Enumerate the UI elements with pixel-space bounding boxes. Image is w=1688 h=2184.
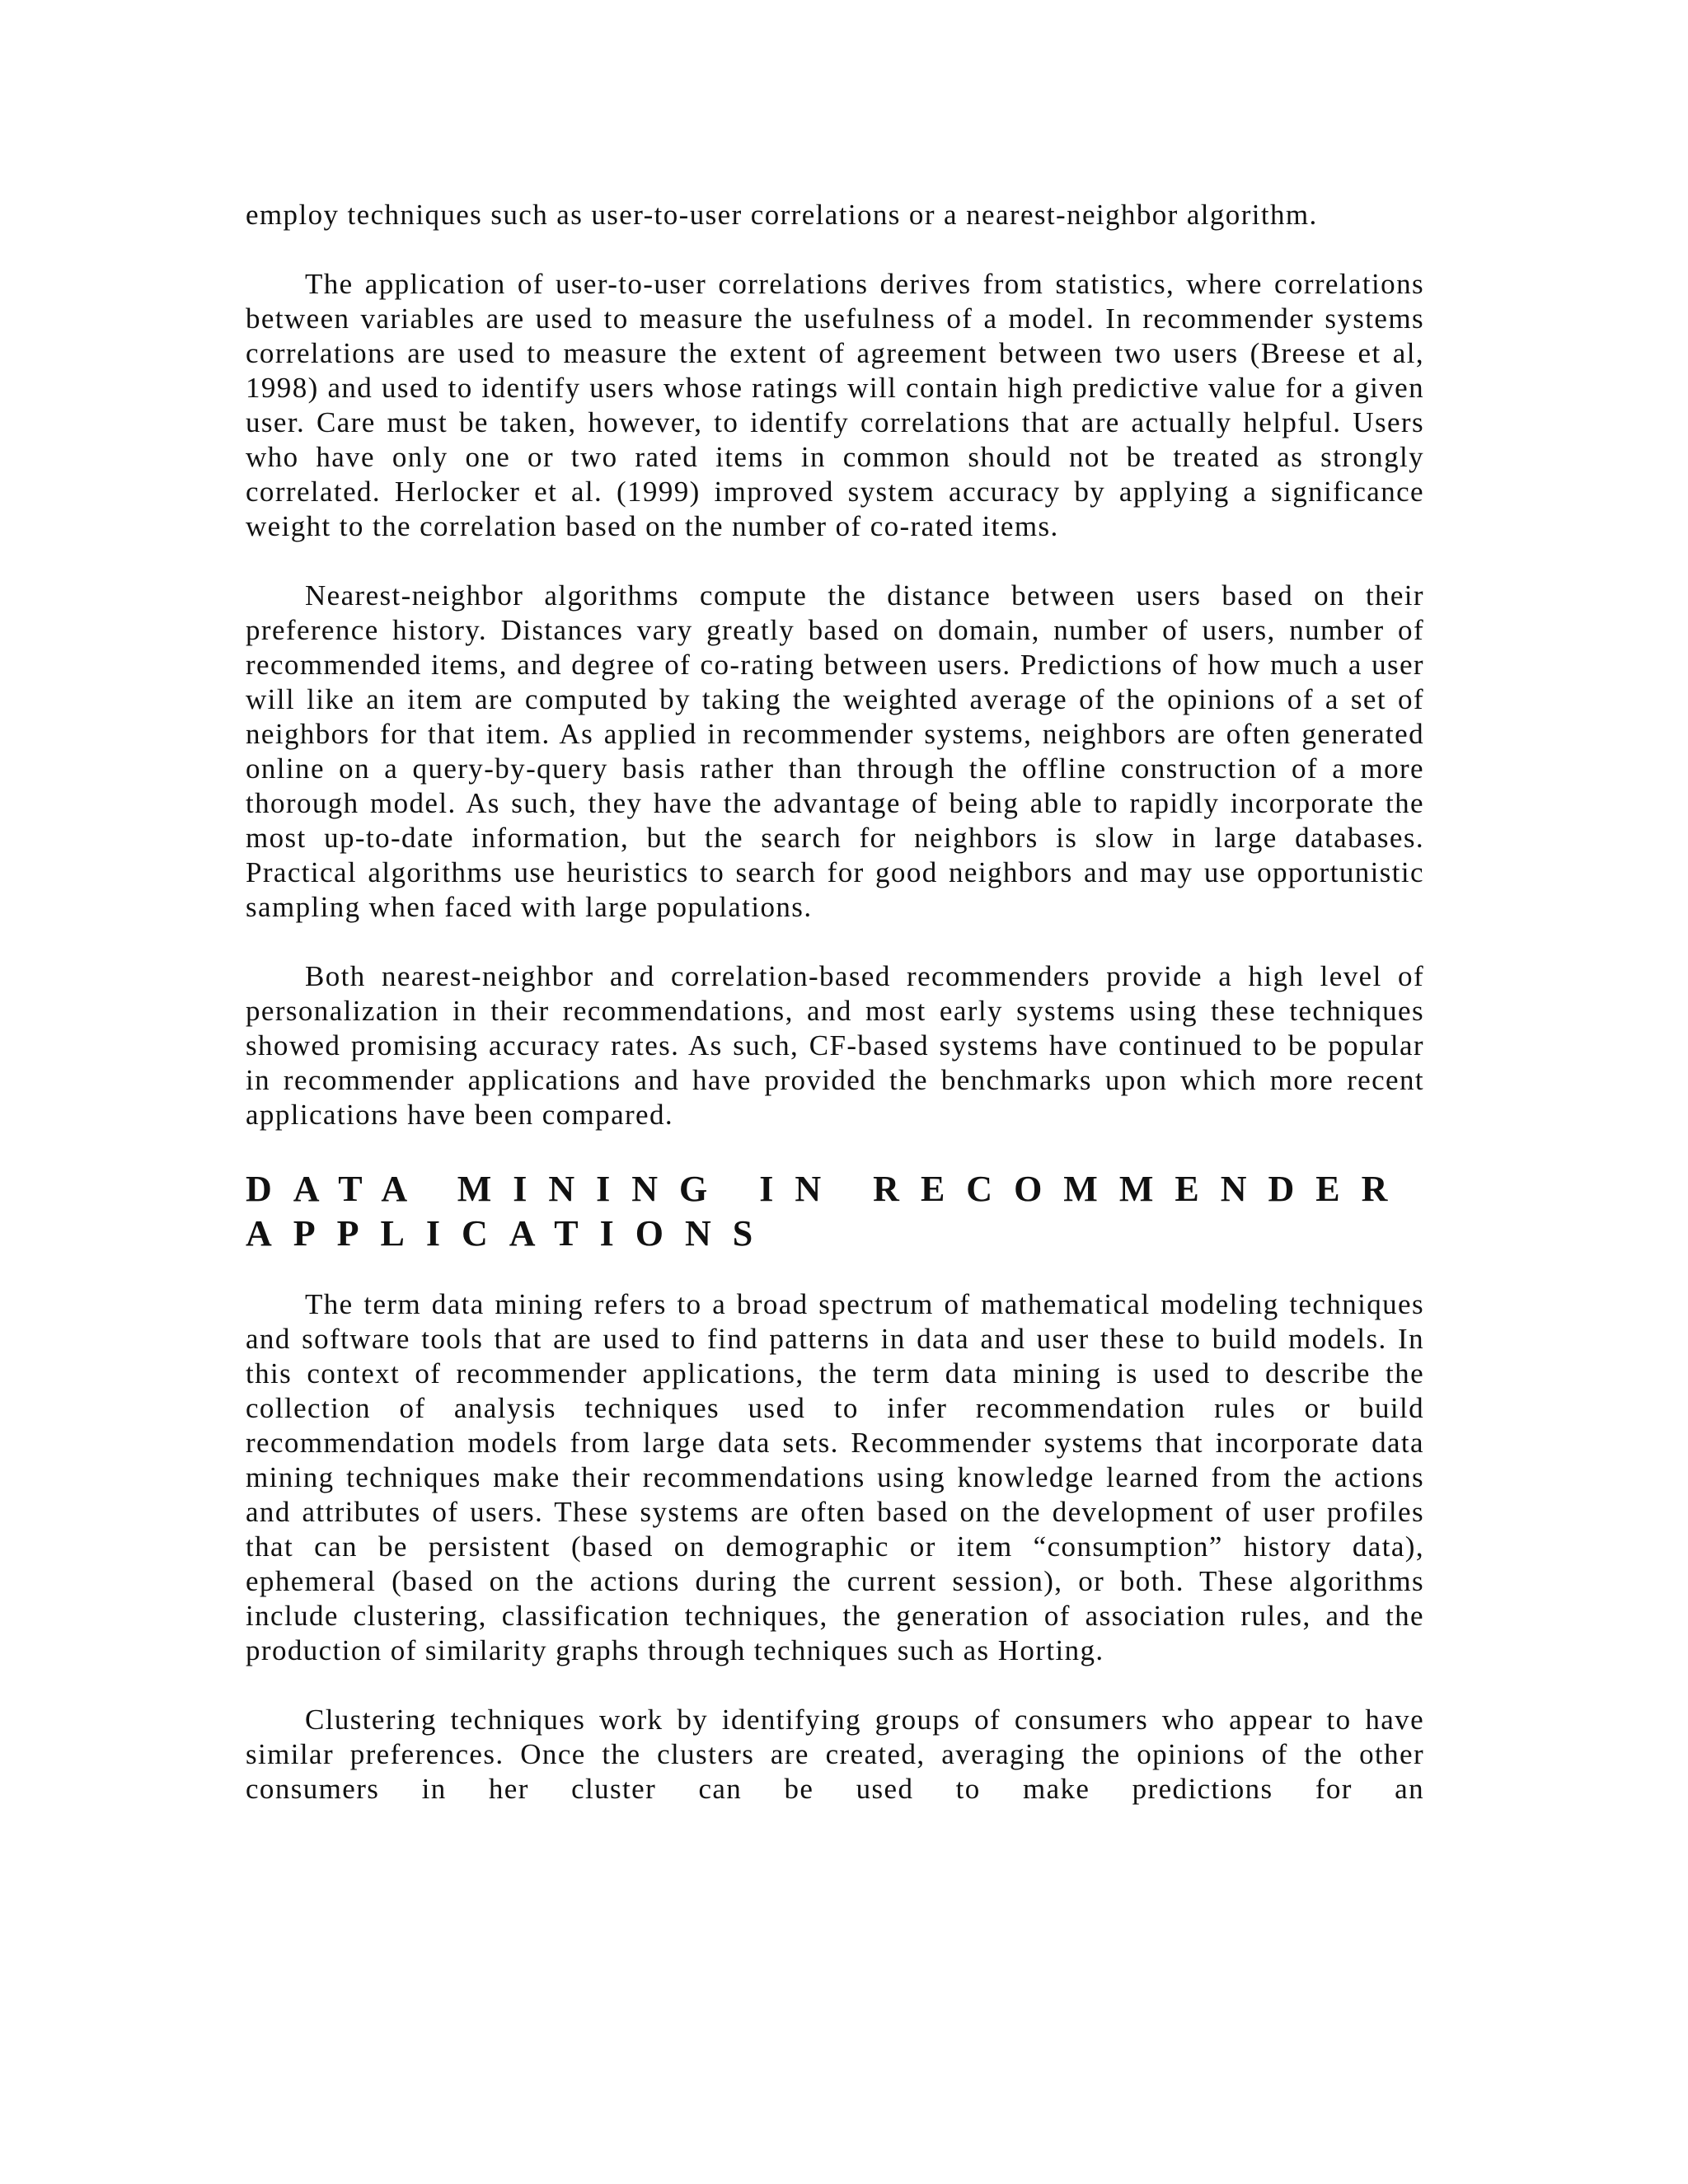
section-heading bbox=[246, 1167, 1424, 1256]
paragraph-nearest-neighbor: Nearest-neighbor algorithms compute the distance between users based on their preference history. Distances vary greatly based on domain, number of users, number of recommended items, and degree of co-rating between users. Predictions of how much a user will like an item are computed by taking the weighted average of the opinions of a set of neighbors for that item. As applied in recommender systems, neighbors are often generated online on a query-by-query basis rather than through the offline construction of a more thorough model. As such, they have the advantage of being able to rapidly incorporate the most up-to-date information, but the search for neighbors is slow in large databases. Practical algorithms use heuristics to search for good neighbors and may use opportunistic sampling when faced with large populations. bbox=[246, 579, 1424, 923]
paragraph-cf-benchmarks: Both nearest-neighbor and correlation-based recommenders provide a high level of personalization in their recommendations, and most early systems using these techniques showed promising accuracy rates. As such, CF-based systems have continued to be popular in recommender applications and have provided the benchmarks upon which more recent applications have been compared. bbox=[246, 960, 1424, 1131]
paragraph-data-mining: The term data mining refers to a broad spectrum of mathematical modeling techniques and software tools that are used to find patterns in data and user these to build models. In this context of recommender applications, the term data mining is used to describe the collection of analysis techniques used to infer recommendation rules or build recommendation models from large data sets. Recommender systems that incorporate data mining techniques make their recommendations using knowledge learned from the actions and attributes of users. These systems are often based on the development of user profiles that can be persistent (based on demographic or item “consumption” history data), ephemeral (based on the actions during the current session), or both. These algorithms include clustering, classification techniques, the generation of association rules, and the production of similarity graphs through techniques such as Horting. bbox=[246, 1288, 1424, 1666]
paragraph-continuation: employ techniques such as user-to-user correlations or a nearest-neighbor algorithm. bbox=[246, 199, 1318, 231]
section-heading-line-2: APPLICATIONS bbox=[246, 1213, 775, 1254]
paragraph-clustering: Clustering techniques work by identifying groups of consumers who appear to have similar preferences. Once the clusters are created, averaging the opinions of the other consumers in her cluster can be used to make predictions for an bbox=[246, 1704, 1424, 1805]
section-heading-line-1: DATA MINING IN RECOMMENDER bbox=[246, 1169, 1409, 1209]
document-page bbox=[246, 198, 1424, 1807]
paragraph-user-correlations: The application of user-to-user correlations derives from statistics, where correlations between variables are used to measure the usefulness of a model. In recommender systems correlations are used to measure the extent of agreement between two users (Breese et al, 1998) and used to identify users whose ratings will contain high predictive value for a given user. Care must be taken, however, to identify correlations that are actually helpful. Users who have only one or two rated items in common should not be treated as strongly correlated. Herlocker et al. (1999) improved system accuracy by applying a significance weight to the correlation based on the number of co-rated items. bbox=[246, 268, 1424, 542]
